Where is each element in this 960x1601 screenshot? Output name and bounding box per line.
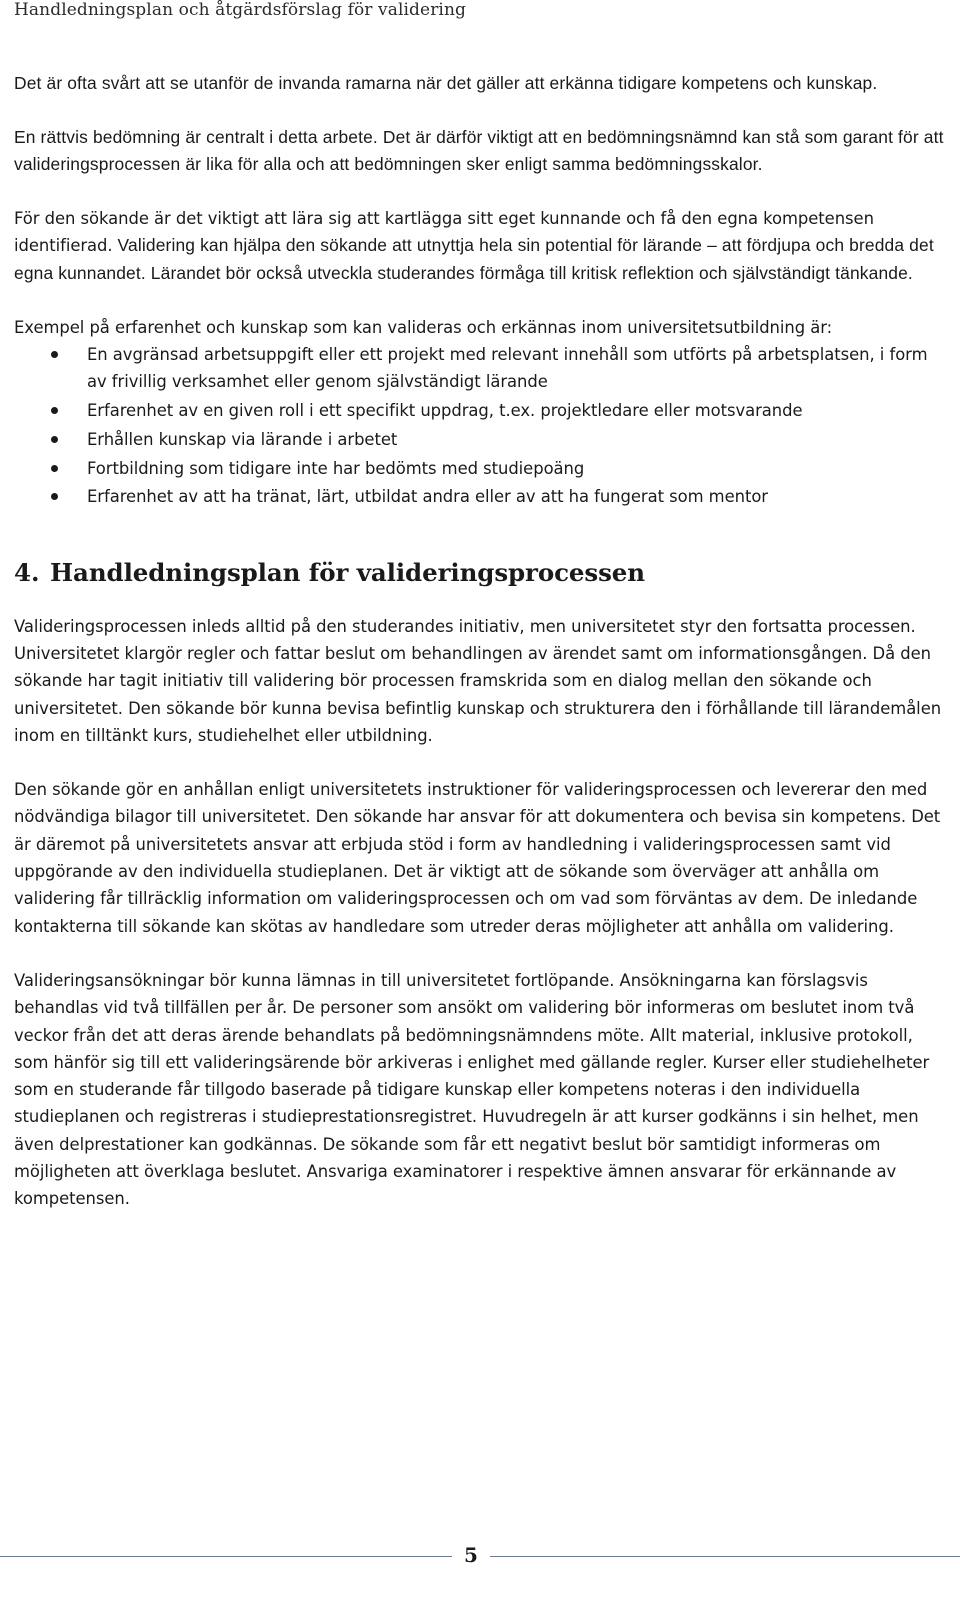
running-header: Handledningsplan och åtgärdsförslag för validering — [14, 0, 466, 20]
page-number: 5 — [464, 1543, 478, 1567]
page-body — [14, 70, 944, 1213]
list-item-text: Erfarenhet av att ha tränat, lärt, utbildat andra eller av att ha fungerat som mentor — [87, 487, 768, 507]
section-number: 4. — [14, 557, 40, 587]
bullet-icon — [51, 407, 58, 414]
list-item — [14, 483, 944, 510]
paragraph-applicant-learning-part1: För den sökande är det viktigt att lära sig att kartlägga sitt eget kunnande och få den egna kompetensen identifierad. — [14, 209, 874, 256]
list-item-text: Erfarenhet av en given roll i ett specifikt uppdrag, t.ex. projektledare eller motsvarande — [87, 400, 803, 420]
page-footer — [0, 1535, 960, 1585]
list-item-text: Fortbildning som tidigare inte har bedömts med studiepoäng — [87, 458, 585, 478]
paragraph-applicant-learning-part2: Validering kan hjälpa den sökande att utnyttja hela sin potential för lärande – att fördjupa och bredda det egna kunnandet. Lärandet bör också utveckla studerandes förmåga till kritisk reflektion och självständigt tänkande. — [14, 235, 934, 283]
paragraph-fair-assessment: En rättvis bedömning är centralt i detta arbete. Det är därför viktigt att en bedömningsnämnd kan stå som garant för att valideringsprocessen är lika för alla och att bedömningen sker enligt samma bedömningsskalor. — [14, 127, 944, 174]
paragraph-process-start: Valideringsprocessen inleds alltid på den studerandes initiativ, men universitetet styr den fortsatta processen. Universitetet klargör regler och fattar beslut om behandlingen av ärendet samt om informationsgången. Då den sökande har tagit initiativ till validering bör processen framskrida som en dialog mellan den sökande och universitetet. Den sökande bör kunna bevisa befintlig kunskap och strukturera den i förhållande till lärandemålen inom en tilltänkt kurs, studiehelhet eller utbildning. — [14, 616, 942, 745]
bullet-icon — [51, 351, 58, 358]
examples-intro: Exempel på erfarenhet och kunskap som kan valideras och erkännas inom universitetsutbildning är: — [14, 317, 833, 337]
list-item-text: En avgränsad arbetsuppgift eller ett projekt med relevant innehåll som utförts på arbetsplatsen, i form av frivillig verksamhet eller genom självständigt lärande — [87, 344, 928, 392]
section-heading — [14, 558, 944, 587]
page-number-box — [452, 1535, 490, 1577]
list-item — [14, 455, 944, 482]
paragraph-prior-competence: Det är ofta svårt att se utanför de invanda ramarna när det gäller att erkänna tidigare kompetens och kunskap. — [14, 73, 878, 93]
paragraph-submissions: Valideringsansökningar bör kunna lämnas in till universitetet fortlöpande. Ansökningarna kan förslagsvis behandlas vid två tillfällen per år. De personer som ansökt om validering bör informeras om beslutet inom två veckor från det att deras ärende behandlats på bedömningsnämndens möte. Allt material, inklusive protokoll, som hänför sig till ett valideringsärende bör arkiveras i enlighet med gällande regler. Kurser eller studiehelheter som en studerande får tillgodo baserade på tidigare kunskap eller kompetens noteras i den individuella studieplanen och registreras i studieprestationsregistret. Huvudregeln är att kurser godkänns i sin helhet, men även delprestationer kan godkännas. De sökande som får ett negativt beslut bör samtidigt informeras om möjligheten att överklaga beslutet. Ansvariga examinatorer i respektive ämnen ansvarar för erkännande av kompetensen. — [14, 970, 930, 1209]
bullet-icon — [51, 436, 58, 443]
bullet-icon — [51, 493, 58, 500]
list-item — [14, 341, 944, 396]
section-title: Handledningsplan för valideringsprocessen — [50, 557, 645, 587]
list-item-text: Erhållen kunskap via lärande i arbetet — [87, 429, 398, 449]
list-item — [14, 426, 944, 453]
list-item — [14, 397, 944, 424]
bullet-icon — [51, 465, 58, 472]
paragraph-application: Den sökande gör en anhållan enligt universitetets instruktioner för valideringsprocessen och levererar den med nödvändiga bilagor till universitetet. Den sökande har ansvar för att dokumentera och bevisa sin kompetens. Det är däremot på universitetets ansvar att erbjuda stöd i form av handledning i valideringsprocessen samt vid uppgörande av den individuella studieplanen. Det är viktigt att de sökande som överväger att anhålla om validering får tillräcklig information om valideringsprocessen och om vad som förväntas av dem. De inledande kontakterna till sökande kan skötas av handledare som utreder deras möjligheter att anhålla om validering. — [14, 780, 941, 936]
paragraph-applicant-learning — [14, 205, 944, 287]
examples-list — [14, 341, 944, 511]
